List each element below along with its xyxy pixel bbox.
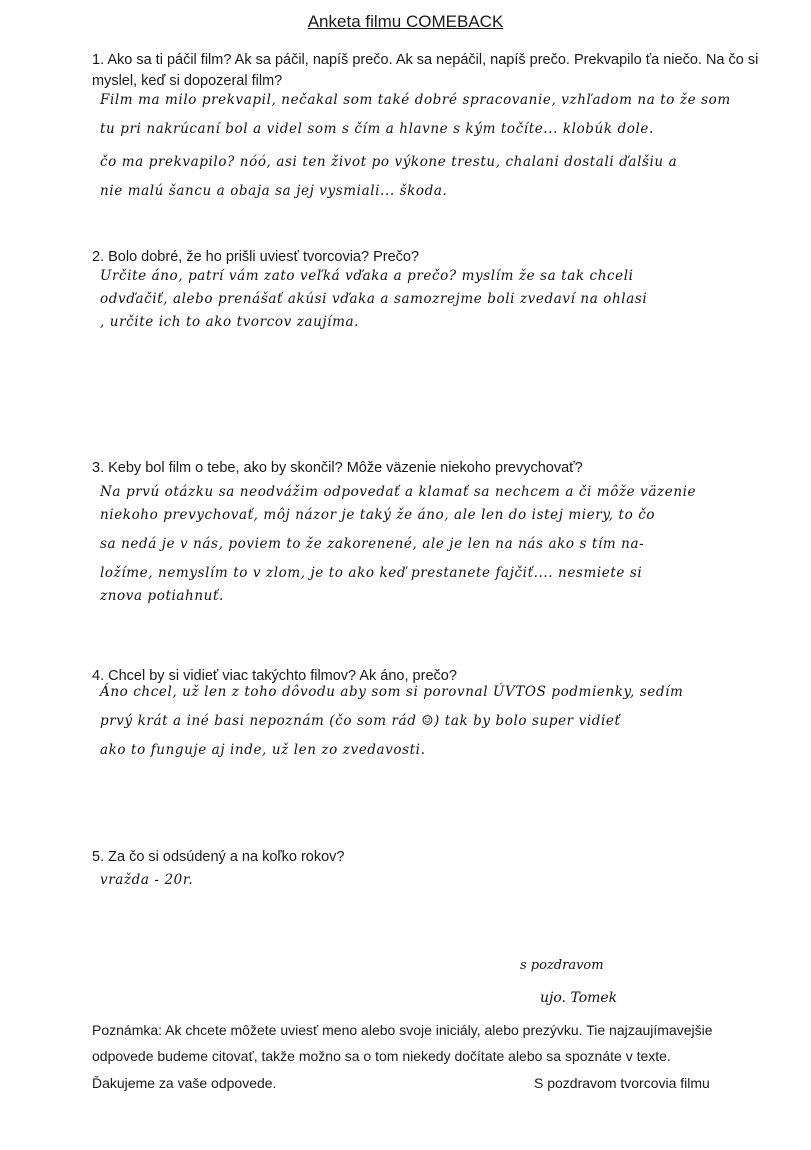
note-text: Poznámka: Ak chcete môžete uviesť meno alebo svoje iniciály, alebo prezývku. Tie najzaujímavejšie odpovede budeme citovať, takže možno sa o tom niekedy dočítate alebo sa spoznáte v texte. <box>92 1022 713 1064</box>
question-1: 1. Ako sa ti páčil film? Ak sa páčil, napíš prečo. Ak sa nepáčil, napíš prečo. Prekvapilo ťa niečo. Na čo si myslel, keď si dopozeral film? <box>92 52 759 89</box>
survey-title: Anketa filmu COMEBACK <box>307 12 504 31</box>
answer-1-line-3: čo ma prekvapilo? nóó, asi ten život po výkone trestu, chalani dostali ďalšiu a <box>100 154 678 170</box>
answer-3-line-4: ložíme, nemyslím to v zlom, je to ako keď prestanete fajčiť.... nesmiete si <box>100 565 643 581</box>
answer-4-line-1: Áno chcel, už len z toho dôvodu aby som si porovnal ÚVTOS podmienky, sedím <box>100 684 684 700</box>
answer-2-line-2: odvďačiť, alebo prenášať akúsi vďaka a samozrejme boli zvedaví na ohlasi <box>100 291 648 307</box>
answer-3-line-3: sa nedá je v nás, poviem to že zakorenené, ale je len na nás ako s tím na- <box>100 536 645 552</box>
signature-greeting: s pozdravom <box>520 958 604 973</box>
answer-1-line-2: tu pri nakrúcaní bol a videl som s čím a hlavne s kým točíte... klobúk dole. <box>100 121 654 137</box>
question-5: 5. Za čo si odsúdený a na koľko rokov? <box>92 849 345 865</box>
footer-closing: S pozdravom tvorcovia filmu <box>534 1075 710 1091</box>
answer-2 <box>100 262 780 337</box>
answer-4 <box>100 678 780 765</box>
answer-2-line-3: , určite ich to ako tvorcov zaujíma. <box>100 314 360 330</box>
answer-2-line-1: Určite áno, patrí vám zato veľká vďaka a prečo? myslím že sa tak chceli <box>100 268 634 284</box>
answer-5 <box>100 866 780 895</box>
answer-1-line-4: nie malú šancu a obaja sa jej vysmiali... škoda. <box>100 183 448 199</box>
answer-4-line-3: ako to funguje aj inde, už len zo zvedavosti. <box>100 742 426 758</box>
footer-thanks: Ďakujeme za vaše odpovede. <box>92 1075 277 1091</box>
answer-1 <box>100 86 780 206</box>
answer-1-line-1: Film ma milo prekvapil, nečakal som také dobré spracovanie, vzhľadom na to že som <box>100 92 731 108</box>
signature-name: ujo. Tomek <box>540 990 618 1006</box>
answer-4-line-2: prvý krát a iné basi nepoznám (čo som rád ☺) tak by bolo super vidieť <box>100 713 621 729</box>
question-3: 3. Keby bol film o tebe, ako by skončil? Môže väzenie niekoho prevychovať? <box>92 460 583 476</box>
question-2: 2. Bolo dobré, že ho prišli uviesť tvorcovia? Prečo? <box>92 249 420 265</box>
answer-3-line-2: niekoho prevychovať, môj názor je taký že áno, ale len do istej miery, to čo <box>100 507 656 523</box>
answer-5-line-1: vražda - 20r. <box>100 872 194 888</box>
answer-3-line-5: znova potiahnuť. <box>100 588 224 604</box>
answer-3-line-1: Na prvú otázku sa neodvážim odpovedať a klamať sa nechcem a či môže väzenie <box>100 484 697 500</box>
answer-3 <box>100 478 780 611</box>
question-4: 4. Chcel by si vidieť viac takýchto filmov? Ak áno, prečo? <box>92 668 457 684</box>
